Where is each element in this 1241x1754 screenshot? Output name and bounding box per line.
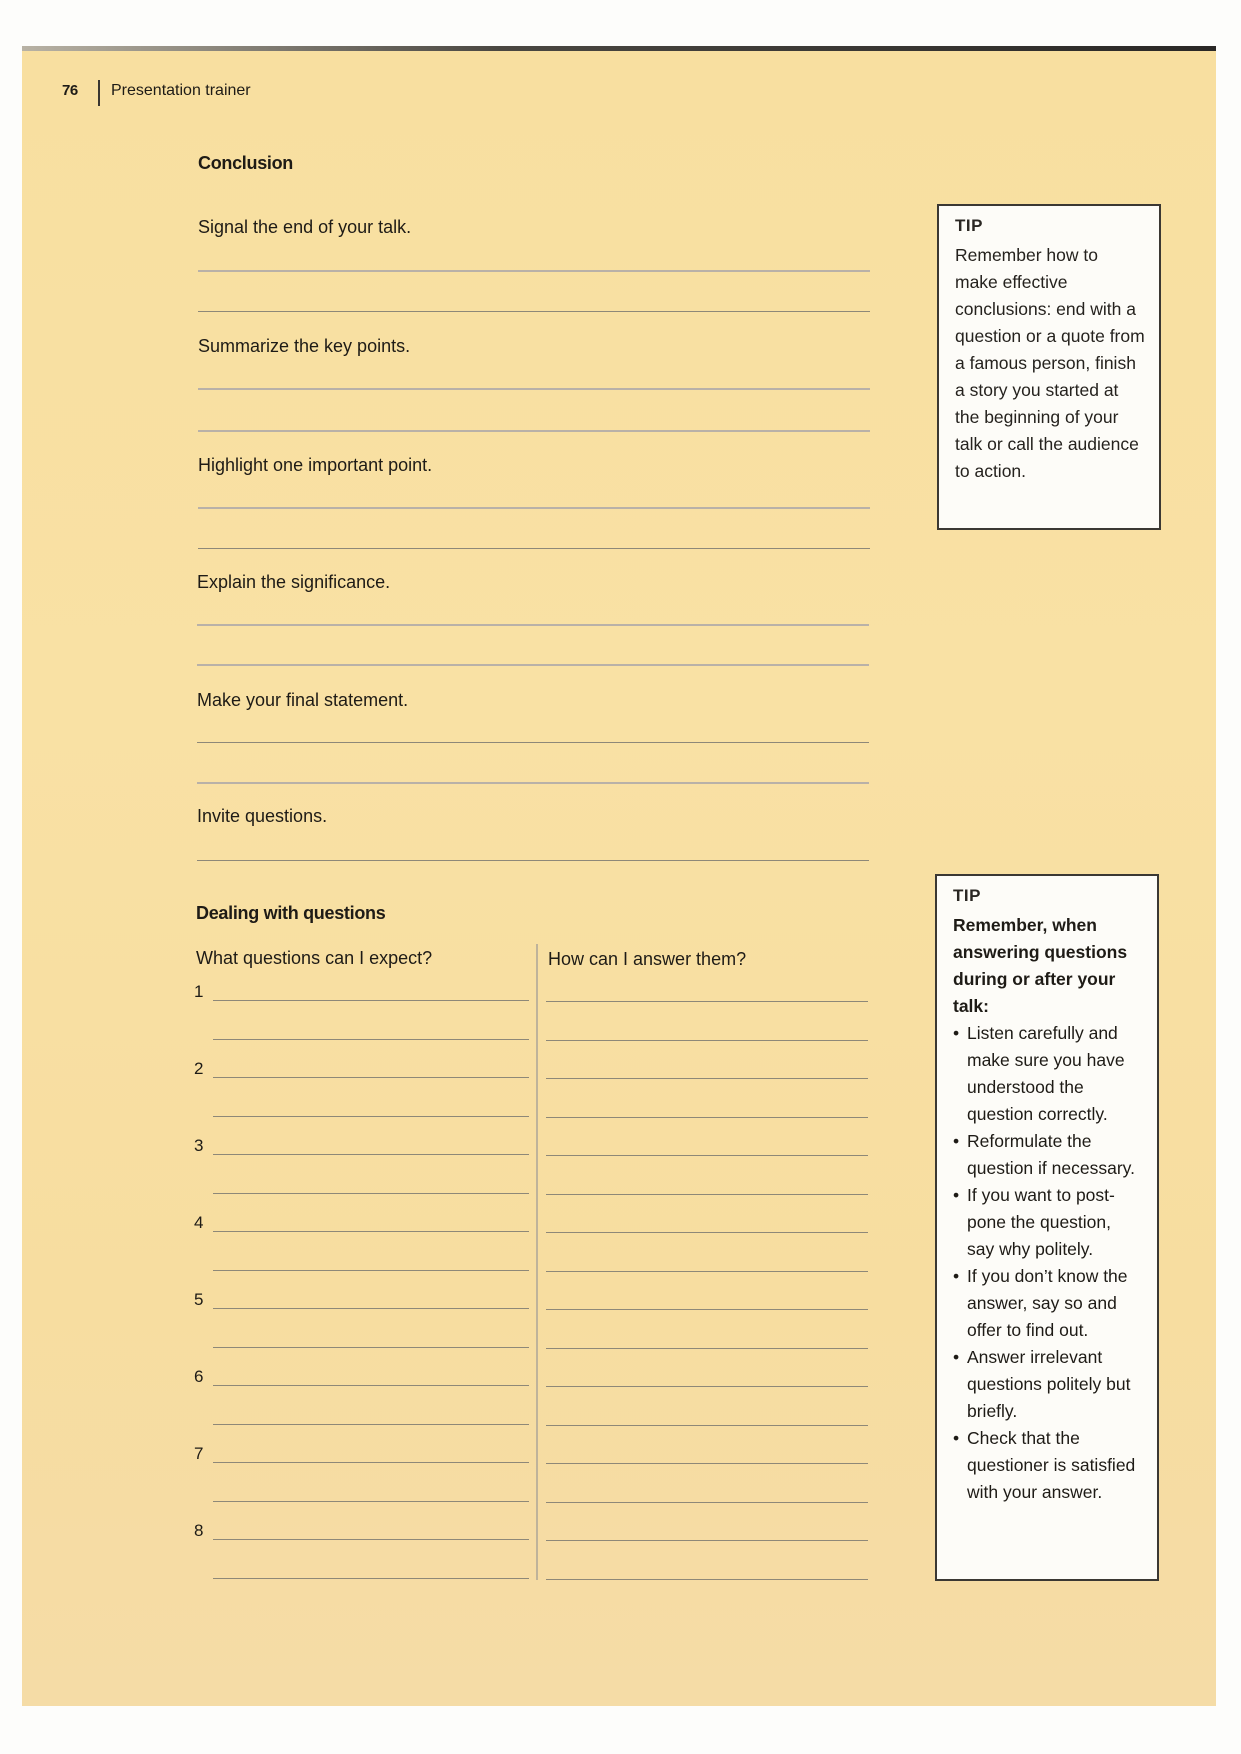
question-line[interactable] <box>213 1116 529 1117</box>
answer-line[interactable] <box>546 1540 868 1541</box>
tip-box-questions <box>935 874 1159 1581</box>
question-line[interactable] <box>213 1539 529 1540</box>
prompt-explain: Explain the significance. <box>197 572 391 592</box>
question-number: 4 <box>194 1213 204 1232</box>
prompt-summarize: Summarize the key points. <box>198 336 411 356</box>
answer-line[interactable] <box>198 430 870 432</box>
question-number: 3 <box>194 1136 204 1155</box>
answer-line[interactable] <box>546 1463 868 1464</box>
question-line[interactable] <box>213 1424 529 1425</box>
answer-line[interactable] <box>197 782 869 784</box>
answer-line[interactable] <box>546 1271 868 1272</box>
top-rule <box>22 46 1216 51</box>
answer-line[interactable] <box>197 742 869 743</box>
prompt-signal-end: Signal the end of your talk. <box>198 217 412 237</box>
question-number: 8 <box>194 1521 204 1540</box>
question-line[interactable] <box>213 1270 529 1271</box>
answer-line[interactable] <box>197 664 869 666</box>
tip-bullet: • If you want to post-pone the question, say why politely. <box>953 1182 1143 1263</box>
answer-line[interactable] <box>546 1348 868 1349</box>
answer-line[interactable] <box>198 507 870 509</box>
col-header-expected-questions: What questions can I expect? <box>196 948 433 968</box>
question-line[interactable] <box>213 1039 529 1040</box>
conclusion-heading: Conclusion <box>198 153 293 173</box>
question-line[interactable] <box>213 1231 529 1232</box>
answer-line[interactable] <box>197 860 869 861</box>
answer-line[interactable] <box>546 1386 868 1387</box>
question-number: 2 <box>194 1059 204 1078</box>
tip-text: Remember how to make effective conclusions: end with a question or a quote from a famous person, finish a story you started at the beginning of your talk or call the audience to action. <box>955 245 1145 481</box>
answer-line[interactable] <box>197 624 869 626</box>
answer-line[interactable] <box>546 1502 868 1503</box>
tip-bullet: • Answer irrelevant questions politely but briefly. <box>953 1344 1143 1425</box>
col-header-answers: How can I answer them? <box>548 949 747 969</box>
answer-line[interactable] <box>198 270 870 272</box>
question-line[interactable] <box>213 1462 529 1463</box>
question-number: 1 <box>194 982 204 1001</box>
answer-line[interactable] <box>546 1040 868 1041</box>
tip-bullet: • Listen carefully and make sure you have understood the question correctly. <box>953 1020 1143 1128</box>
answer-line[interactable] <box>546 1194 868 1195</box>
answer-line[interactable] <box>198 311 870 312</box>
question-line[interactable] <box>213 1501 529 1502</box>
tip-intro: Remember, when answering questions during or after your talk: <box>953 915 1128 1016</box>
question-number: 7 <box>194 1444 204 1463</box>
question-number: 5 <box>194 1290 204 1309</box>
tip-label: TIP <box>953 886 981 905</box>
tip-bullet: • Reformulate the question if necessary. <box>953 1128 1143 1182</box>
question-line[interactable] <box>213 1154 529 1155</box>
answer-line[interactable] <box>546 1579 868 1580</box>
answer-line[interactable] <box>546 1117 868 1118</box>
tip-bullet-list <box>953 1020 1143 1506</box>
question-line[interactable] <box>213 1193 529 1194</box>
questions-heading: Dealing with questions <box>196 903 386 923</box>
answer-line[interactable] <box>546 1001 868 1002</box>
question-line[interactable] <box>213 1578 529 1579</box>
question-line[interactable] <box>213 1347 529 1348</box>
tip-bullet: • Check that the questioner is satisfied with your answer. <box>953 1425 1143 1506</box>
prompt-final-statement: Make your final statement. <box>197 690 409 710</box>
page-number: 76 <box>62 82 78 99</box>
column-divider <box>536 944 538 1580</box>
answer-line[interactable] <box>198 388 870 390</box>
question-line[interactable] <box>213 1000 529 1001</box>
running-title: Presentation trainer <box>111 82 251 99</box>
prompt-highlight: Highlight one important point. <box>198 455 433 475</box>
answer-line[interactable] <box>546 1309 868 1310</box>
question-line[interactable] <box>213 1385 529 1386</box>
prompt-invite-questions: Invite questions. <box>197 806 328 826</box>
answer-line[interactable] <box>198 548 870 549</box>
question-line[interactable] <box>213 1308 529 1309</box>
tip-box-conclusions <box>937 204 1161 530</box>
tip-bullet: • If you don’t know the answer, say so and offer to find out. <box>953 1263 1143 1344</box>
answer-line[interactable] <box>546 1425 868 1426</box>
answer-line[interactable] <box>546 1232 868 1233</box>
header-divider <box>98 80 100 106</box>
question-number: 6 <box>194 1367 204 1386</box>
tip-label: TIP <box>955 216 983 235</box>
answer-line[interactable] <box>546 1078 868 1079</box>
answer-line[interactable] <box>546 1155 868 1156</box>
question-line[interactable] <box>213 1077 529 1078</box>
